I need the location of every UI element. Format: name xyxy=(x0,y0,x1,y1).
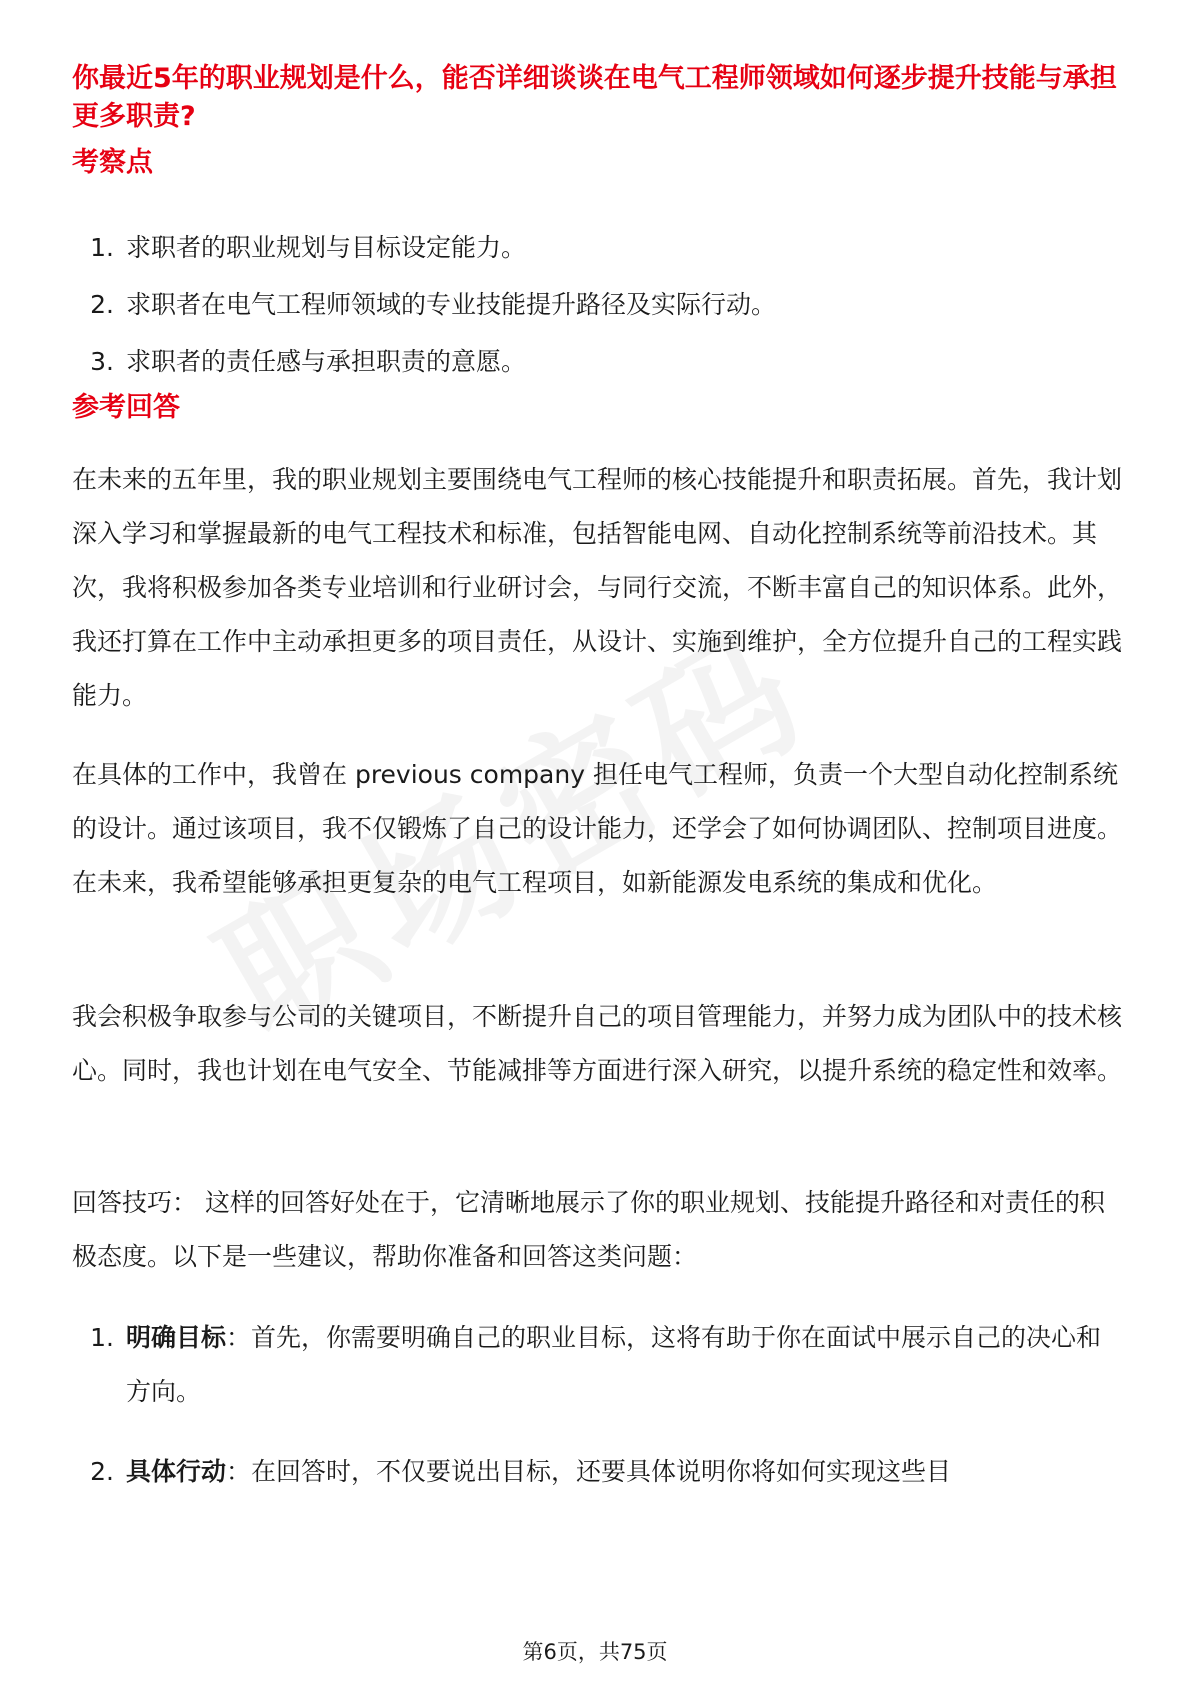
assessment-text: 求职者的责任感与承担职责的意愿。 xyxy=(126,347,527,376)
list-number: 3. xyxy=(90,347,114,376)
answer-heading: 参考回答 xyxy=(72,392,180,423)
assessment-list xyxy=(72,230,1122,401)
question-title: 你最近5年的职业规划是什么，能否详细谈谈在电气工程师领域如何逐步提升技能与承担更多职责? xyxy=(72,63,1117,132)
tip-item xyxy=(72,1445,1122,1499)
assessment-item xyxy=(72,287,1122,344)
tip-item xyxy=(72,1311,1122,1419)
page-footer: 第6页，共75页 xyxy=(522,1640,668,1664)
assessment-heading: 考察点 xyxy=(72,147,153,178)
tip-title: 明确目标 xyxy=(126,1323,227,1352)
tip-text: ：在回答时，不仅要说出目标，还要具体说明你将如何实现这些目 xyxy=(226,1457,952,1486)
list-number: 2. xyxy=(90,290,114,319)
assessment-text: 求职者在电气工程师领域的专业技能提升路径及实际行动。 xyxy=(126,290,777,319)
assessment-item xyxy=(72,344,1122,401)
tips-list xyxy=(72,1311,1122,1499)
answer-paragraph: 在未来的五年里，我的职业规划主要围绕电气工程师的核心技能提升和职责拓展。首先，我计划深入学习和掌握最新的电气工程技术和标准，包括智能电网、自动化控制系统等前沿技术。其次，我将积极参加各类专业培训和行业研讨会，与同行交流，不断丰富自己的知识体系。此外，我还打算在工作中主动承担更多的项目责任，从设计、实施到维护，全方位提升自己的工程实践能力。 xyxy=(72,465,1123,710)
answer-paragraph: 在具体的工作中，我曾在 previous company 担任电气工程师，负责一个大型自动化控制系统的设计。通过该项目，我不仅锻炼了自己的设计能力，还学会了如何协调团队、控制项目进度。在未来，我希望能够承担更复杂的电气工程项目，如新能源发电系统的集成和优化。 xyxy=(72,760,1123,897)
list-number: 2. xyxy=(90,1457,114,1486)
tips-intro: 回答技巧： 这样的回答好处在于，它清晰地展示了你的职业规划、技能提升路径和对责任的积极态度。以下是一些建议，帮助你准备和回答这类问题： xyxy=(72,1188,1105,1271)
list-number: 1. xyxy=(90,1323,114,1352)
answer-paragraph: 我会积极争取参与公司的关键项目，不断提升自己的项目管理能力，并努力成为团队中的技术核心。同时，我也计划在电气安全、节能减排等方面进行深入研究，以提升系统的稳定性和效率。 xyxy=(72,1002,1123,1085)
assessment-item xyxy=(72,230,1122,287)
list-number: 1. xyxy=(90,233,114,262)
tip-text: ：首先，你需要明确自己的职业目标，这将有助于你在面试中展示自己的决心和方向。 xyxy=(126,1323,1102,1406)
tip-title: 具体行动 xyxy=(126,1457,227,1486)
assessment-text: 求职者的职业规划与目标设定能力。 xyxy=(126,233,527,262)
